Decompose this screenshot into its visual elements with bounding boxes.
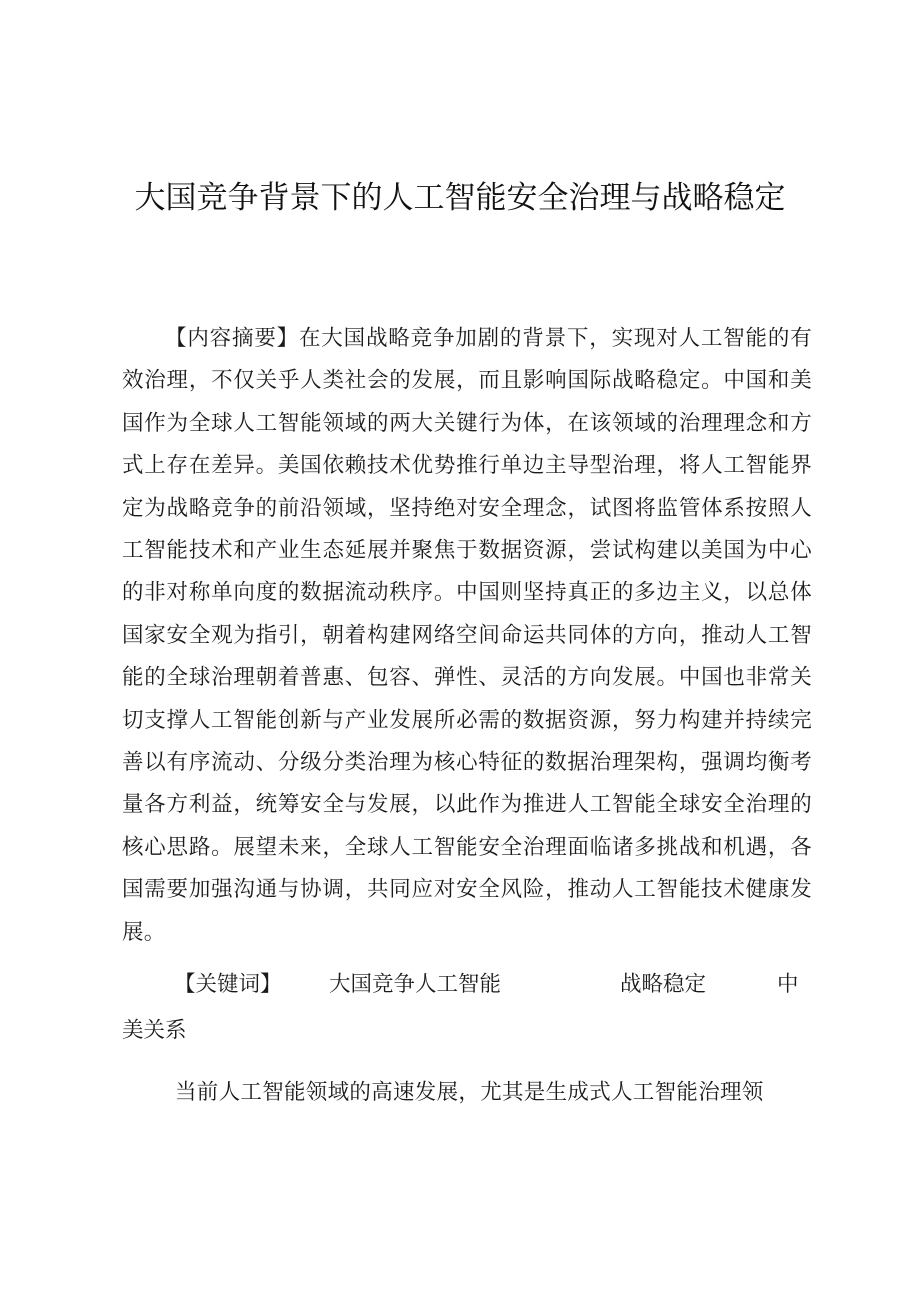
keyword-item: 战略稳定: [620, 972, 707, 997]
abstract-paragraph: 【内容摘要】在大国战略竞争加剧的背景下，实现对人工智能的有效治理，不仅关乎人类社会的发展，而且影响国际战略稳定。中国和美国作为全球人工智能领域的两大关键行为体，在该领域的治理理念和方式上存在差异。美国依赖技术优势推行单边主导型治理，将人工智能界定为战略竞争的前沿领域，坚持绝对安全理念，试图将监管体系按照人工智能技术和产业生态延展并聚焦于数据资源，尝试构建以美国为中心的非对称单向度的数据流动秩序。中国则坚持真正的多边主义，以总体国家安全观为指引，朝着构建网络空间命运共同体的方向，推动人工智能的全球治理朝着普惠、包容、弹性、灵活的方向发展。中国也非常关切支撑人工智能创新与产业发展所必需的数据资源，努力构建并持续完善以有序流动、分级分类治理为核心特征的数据治理架构，强调均衡考量各方利益，统筹安全与发展，以此作为推进人工智能全球安全治理的核心思路。展望未来，全球人工智能安全治理面临诸多挑战和机遇，各国需要加强沟通与协调，共同应对安全风险，推动人工智能技术健康发展。: [122, 326, 812, 945]
body-paragraph: 当前人工智能领域的高速发展，尤其是生成式人工智能治理领: [175, 1080, 764, 1105]
document-title: 大国竞争背景下的人工智能安全治理与战略稳定: [134, 180, 786, 216]
keyword-item: 大国竞争人工智能: [329, 972, 502, 997]
keywords-label: 【关键词】: [174, 972, 282, 997]
keyword-item-continuation: 美关系: [122, 1018, 187, 1043]
keyword-item: 中: [777, 972, 799, 997]
